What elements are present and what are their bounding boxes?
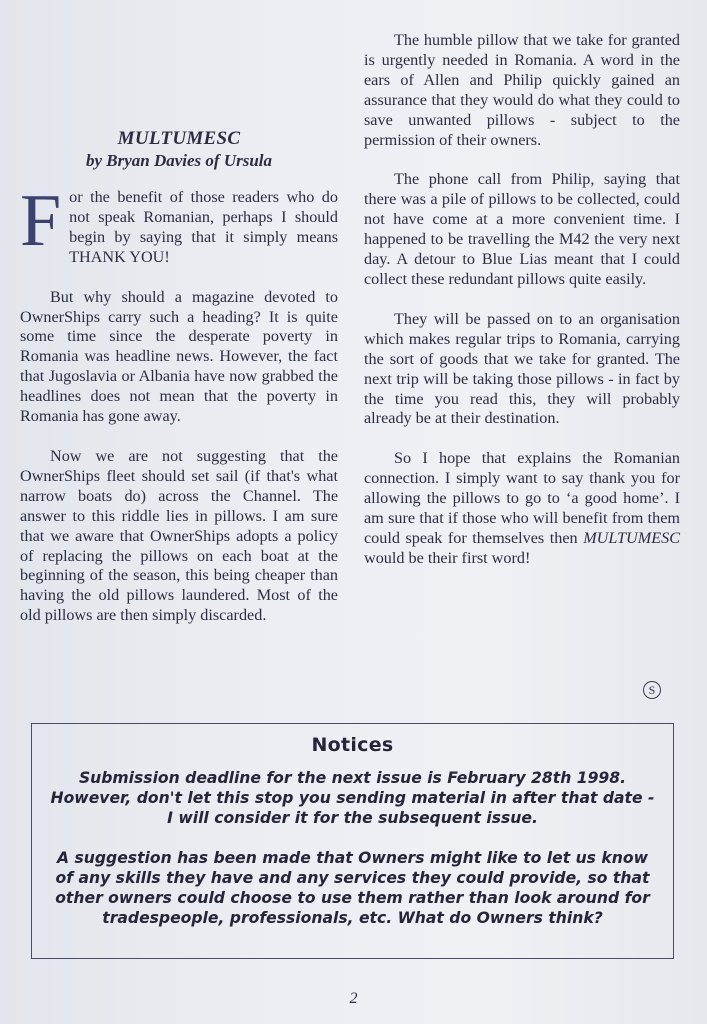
right-column	[364, 31, 680, 589]
page-number: 2	[349, 990, 358, 1007]
end-mark-icon: S	[643, 681, 661, 699]
paragraph-7-end: would be their first word!	[364, 548, 531, 567]
article-title: MULTUMESC	[117, 128, 241, 149]
article-paragraph-6: They will be passed on to an organisation which makes regular trips to Romania, carrying the sort of goods that we take for granted. The next trip will be taking those pillows - in fact by the time you read this, they will probably already be at their destination.	[364, 309, 680, 428]
article-paragraph-5: The phone call from Philip, saying that there was a pile of pillows to be collected, could not have come at a more convenient time. I happened to be travelling the M42 the very next day. A detour to Blue Lias meant that I could collect these redundant pillows quite easily.	[364, 170, 680, 288]
drop-cap: F	[20, 180, 62, 262]
article-byline: by Bryan Davies of Ursula	[85, 151, 273, 170]
article-paragraph-1	[20, 180, 338, 268]
left-column	[20, 128, 338, 646]
article-paragraph-3: Now we are not suggesting that the OwnerShips fleet should set sail (if that's what narrow boats do) across the Channel. The answer to this riddle lies in pillows. I am sure that we aware that OwnerShips adopts a policy of replacing the pillows on each boat at the beginning of the season, this being cheaper than having the old pillows laundered. Most of the old pillows are then simply discarded.	[20, 446, 338, 625]
paragraph-7-start: So I hope that explains the Romanian connection. I simply want to say thank you for allowing the pillows to go to ‘a good home’. I am sure that if those who will benefit from them could speak for themselves then	[364, 449, 680, 547]
paragraph-1-text: or the benefit of those readers who do not speak Romanian, perhaps I should begin by saying that it simply means THANK YOU!	[69, 188, 338, 266]
notices-paragraph-1: Submission deadline for the next issue is February 28th 1998. However, don't let this stop you sending material in after that date - I will consider it for the subsequent issue.	[50, 769, 655, 828]
article-paragraph-2: But why should a magazine devoted to OwnerShips carry such a heading? It is quite some time since the desperate poverty in Romania was headline news. However, the fact that Jugoslavia or Albania have now grabbed the headlines does not mean that the poverty in Romania has gone away.	[20, 287, 338, 426]
article-paragraph-4: The humble pillow that we take for granted is urgently needed in Romania. A word in the ears of Allen and Philip quickly gained an assurance that they would do what they could to save unwanted pillows - subject to the permission of their owners.	[364, 31, 680, 149]
notices-box	[31, 723, 674, 959]
article-paragraph-7	[364, 449, 680, 568]
paragraph-7-italic: MULTUMESC	[583, 528, 680, 547]
notices-paragraph-2: A suggestion has been made that Owners might like to let us know of any skills they have and any services they could provide, so that other owners could choose to use them rather than look around for tradespeople, professionals, etc. What do Owners think?	[55, 848, 650, 928]
notices-title: Notices	[311, 734, 394, 756]
